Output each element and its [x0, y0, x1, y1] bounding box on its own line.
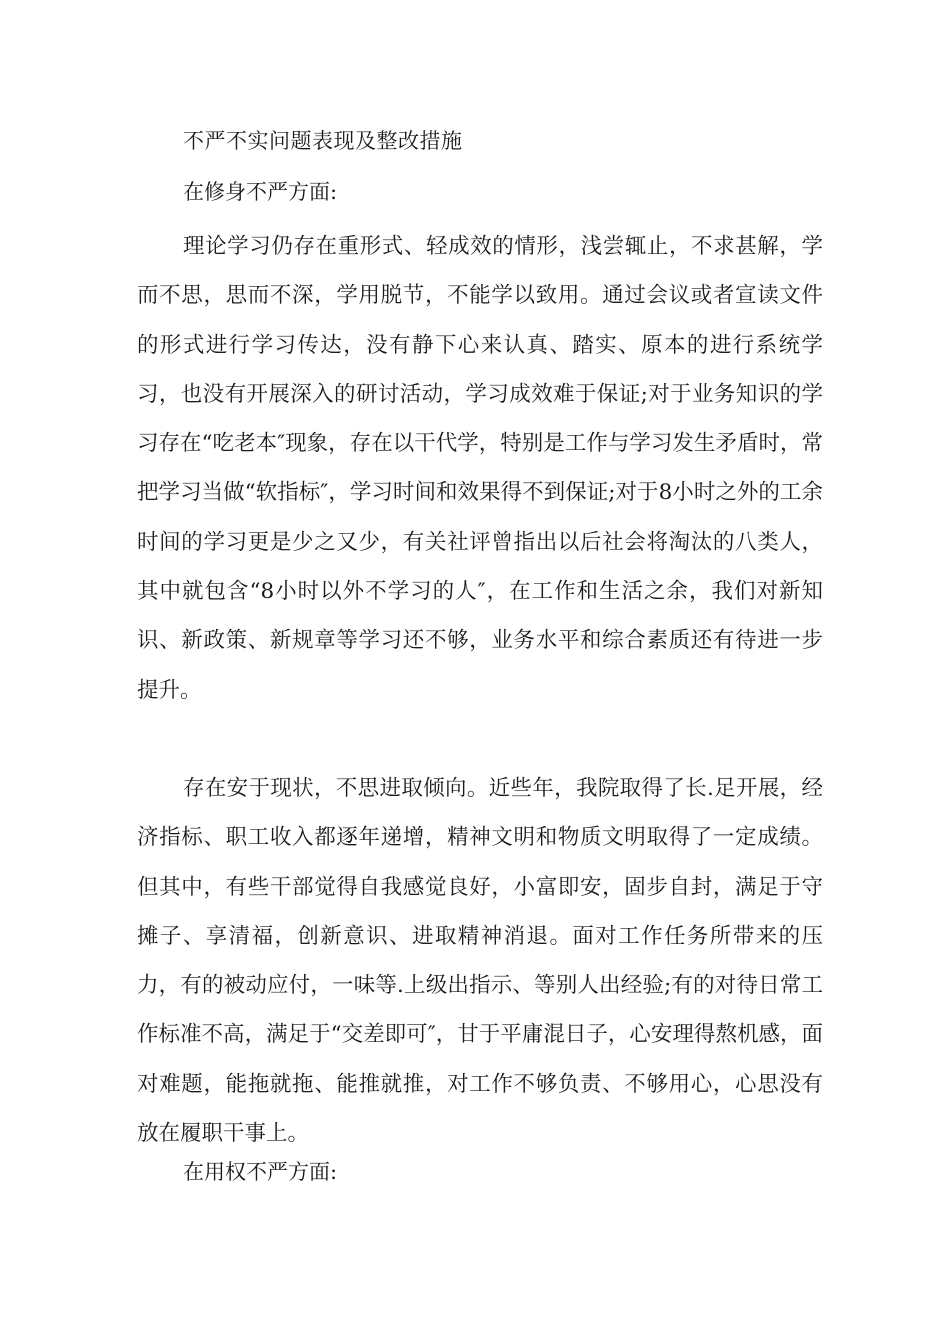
section-heading-self-discipline: 在修身不严方面: [183, 180, 338, 204]
section-heading-power-use: 在用权不严方面: [183, 1160, 338, 1184]
document-title: 不严不实问题表现及整改措施 [183, 129, 463, 153]
paragraph-study: 理论学习仍存在重形式、轻成效的情形，浅尝辄止，不求甚解，学而不思，思而不深，学用脱节，不能学以致用。通过会议或者宣读文件的形式进行学习传达，没有静下心来认真、踏实、原本的进行系统学习，也没有开展深入的研讨活动，学习成效难于保证;对于业务知识的学习存在“吃老本″现象，存在以干代学，特别是工作与学习发生矛盾时，常把学习当做“软指标″，学习时间和效果得不到保证;对于8小时之外的工余时间的学习更是少之又少，有关社评曾指出以后社会将淘汰的八类人，其中就包含“8小时以外不学习的人″，在工作和生活之余，我们对新知识、新政策、新规章等学习还不够，业务水平和综合素质还有待进一步提升。 [137, 234, 823, 703]
paragraph-complacency: 存在安于现状，不思进取倾向。近些年，我院取得了长.足开展，经济指标、职工收入都逐年递增，精神文明和物质文明取得了一定成绩。但其中，有些干部觉得自我感觉良好，小富即安，固步自封，满足于守摊子、享清福，创新意识、进取精神消退。面对工作任务所带来的压力，有的被动应付，一味等.上级出指示、等别人出经验;有的对待日常工作标准不高，满足于“交差即可″，甘于平庸混日子，心安理得熬机感，面对难题，能拖就拖、能推就推，对工作不够负责、不够用心，心思没有放在履职干事上。 [137, 776, 823, 1147]
